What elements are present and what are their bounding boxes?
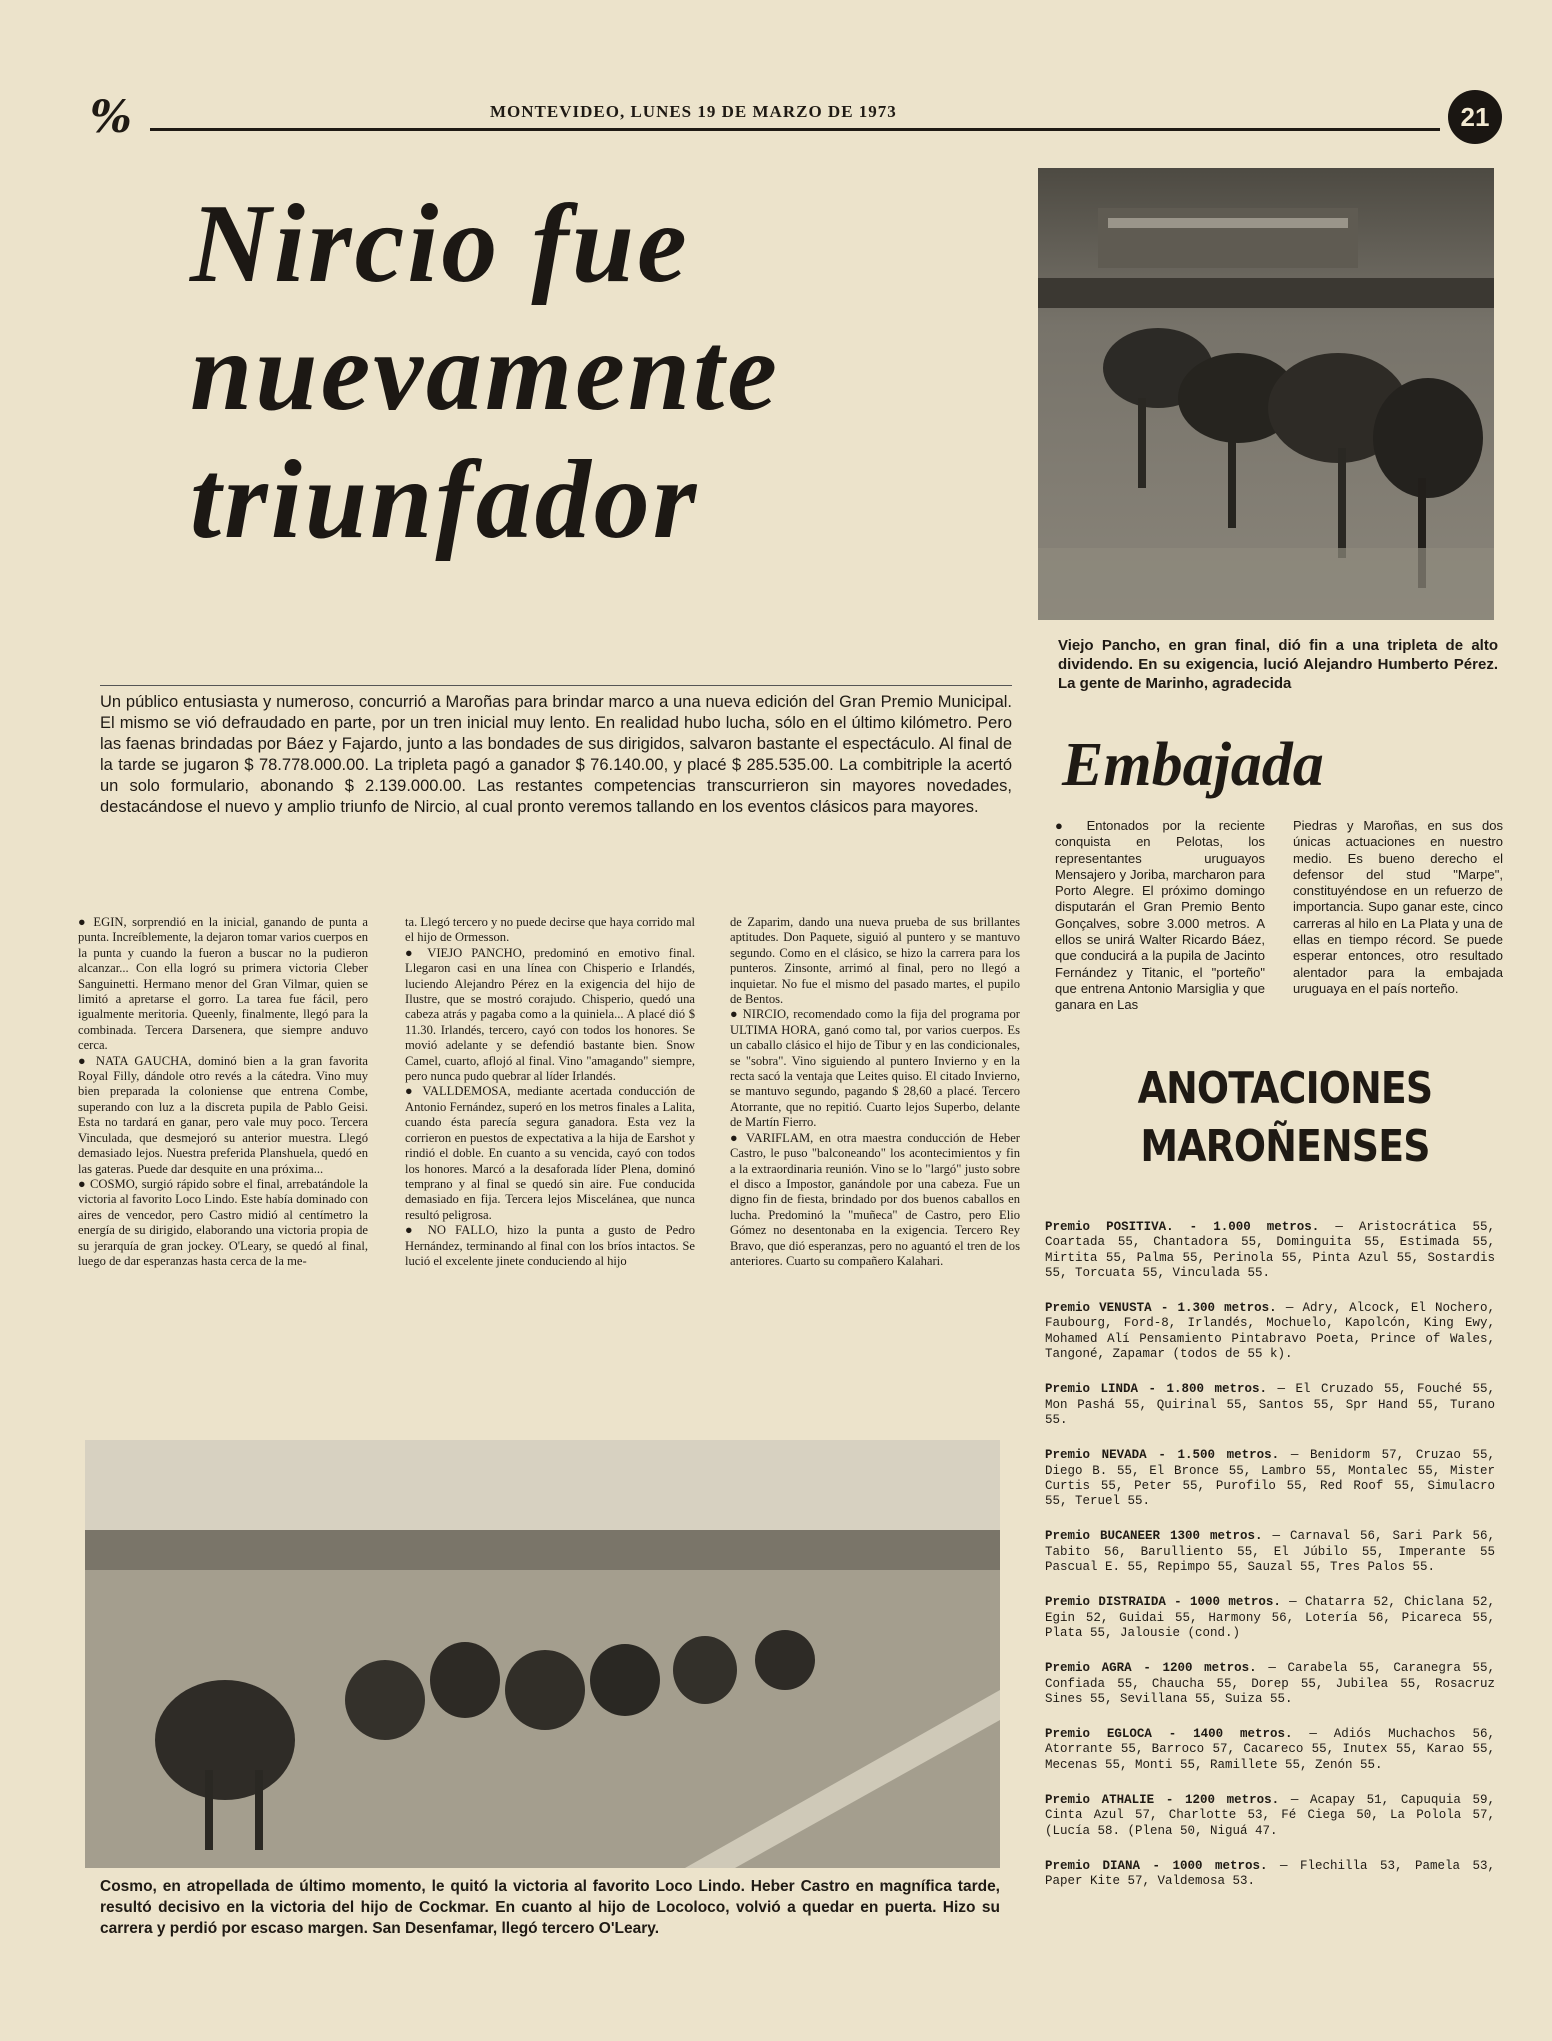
headline-line-1: Nircio fue <box>190 182 690 306</box>
premio-entrants: — Acapay 51, Capuquia 59, Cinta Azul 57, Charlotte 53, Fé Ciega 50, La Polola 57, (Lucía 58. (Plena 50, Niguá 47. <box>1045 1793 1495 1838</box>
horse-race-photo-bottom <box>85 1440 1000 1868</box>
headline-line-3: triunfador <box>190 438 700 562</box>
premio-name: Premio BUCANEER 1300 metros. <box>1045 1529 1263 1544</box>
page-header <box>90 92 1510 144</box>
lead-paragraph: Un público entusiasta y numeroso, concurrió a Maroñas para brindar marco a una nueva edición del Gran Premio Municipal. El mismo se vió defraudado en parte, por un tren inicial muy lento. En realidad hubo lucha, sólo en el último kilómetro. Pero las faenas brindadas por Báez y Fajardo, junto a las bondades de sus dirigidos, salvaron bastante el espectáculo. Al final de la tarde se jugaron $ 78.778.000.00. La tripleta pagó a ganador $ 76.140.00, y placé $ 285.535.00. La combitriple la acertó un solo formulario, abonando $ 2.139.000.00. Las restantes competencias transcurrieron sin mayores novedades, destacándose el nuevo y amplio triunfo de Nircio, al cual pronto veremos tallando en los eventos clásicos para mayores. <box>100 685 1012 818</box>
embajada-column-2: Piedras y Maroñas, en sus dos únicas actuaciones en nuestro medio. Es bueno derecho el defensor del stud "Marpe", constituyéndose en un refuerzo de importancia. Supo ganar este, cinco carreras al hilo en La Plata y una de ellas en tiempo récord. Se puede esperar entonces, otro resultado alentador para la embajada uruguaya en el país norteño. <box>1293 818 1503 996</box>
premio-entrants: — El Cruzado 55, Fouché 55, Mon Pashá 55, Quirinal 55, Santos 55, Spr Hand 55, Turano 55. <box>1045 1382 1495 1427</box>
premio-name: Premio VENUSTA - 1.300 metros. <box>1045 1301 1277 1316</box>
embajada-column-1: ● Entonados por la reciente conquista en Pelotas, los representantes uruguayos Mensajero y Joriba, marcharon para Porto Alegre. El próximo domingo disputarán el Gran Premio Bento Gonçalves, sobre 3.000 metros. A ellos se unirá Walter Ricardo Báez, que conducirá a la pupila de Jacinto Fernández y Titanic, el "porteño" que entrena Antonio Marsiglia y que ganara en Las <box>1055 818 1265 1013</box>
column-paragraph: ta. Llegó tercero y no puede decirse que haya corrido mal el hijo de Ormesson. <box>405 915 695 945</box>
anotaciones-title <box>1109 1060 1462 1176</box>
premio-entrants: — Adry, Alcock, El Nochero, Faubourg, Ford-8, Irlandés, Mochuelo, Kapolcón, King Ewy, Mohamed Alí Pensamiento Pintabravo Poeta, Prince of Wales, Tangoné, Zapamar (todos de 55 k). <box>1045 1301 1495 1362</box>
article-column-1 <box>78 915 368 1269</box>
premio-name: Premio POSITIVA. - 1.000 metros. <box>1045 1220 1320 1234</box>
premio-entry <box>1045 1727 1495 1773</box>
embajada-title: Embajada <box>1062 731 1324 799</box>
column-paragraph: ● NO FALLO, hizo la punta a gusto de Pedro Hernández, terminando al final con los bríos intactos. Se lució el excelente jinete conduciendo al hijo <box>405 1223 695 1268</box>
photo-top-caption: Viejo Pancho, en gran final, dió fin a una tripleta de alto dividendo. En su exigencia, lució Alejandro Humberto Pérez. La gente de Marinho, agradecida <box>1058 637 1498 692</box>
column-paragraph: ● EGIN, sorprendió en la inicial, ganando de punta a punta. Increíblemente, la dejaron tomar varios cuerpos en la punta y cuando la fueron a buscar no la pudieron alcanzar... Con ella logró su primera victoria Cleber Sanguinetti. Hermano menor del Gran Vilmar, quien se limitó a apretarse el gorro. La tarea fue fácil, pero igualmente meritoria. Queenly, finalmente, llegó para la combinada. Tercera Darsenera, que siempre anduvo cerca. <box>78 915 368 1053</box>
premio-entry <box>1045 1661 1495 1707</box>
premio-name: Premio DISTRAIDA - 1000 metros. <box>1045 1595 1281 1610</box>
premio-entrants: — Flechilla 53, Pamela 53, Paper Kite 57, Valdemosa 53. <box>1045 1858 1495 1889</box>
premio-name: Premio AGRA - 1200 metros. <box>1045 1661 1257 1676</box>
headline <box>190 180 950 564</box>
column-paragraph: ● VIEJO PANCHO, predominó en emotivo final. Llegaron casi en una línea con Chisperio e Irlandés, luciendo Alejandro Pérez en la exigencia del hijo de Ilustre, que se mostró corajudo. Chisperio, quedó una cabeza atrás y pagaba como a la quiniela... A placé dió $ 11.30. Irlandés, tercero, cayó con todos los honores. Se movió adelante y se defendió bastante bien. Snow Camel, cuarto, aflojó al final. Vino "amagando" siempre, pero nunca pudo quebrar al líder Irlandés. <box>405 945 695 1084</box>
article-column-2 <box>405 915 695 1269</box>
photo-bottom-caption: Cosmo, en atropellada de último momento, le quitó la victoria al favorito Loco Lindo. Heber Castro en magnífica tarde, resultó decisivo en la victoria del hijo de Cockmar. En cuanto al hijo de Locoloco, volvió a quedar en puerta. Hizo su carrera y perdió por escaso margen. San Desenfamar, llegó tercero O'Leary. <box>100 1878 1000 1937</box>
premio-name: Premio NEVADA - 1.500 metros. <box>1045 1448 1280 1463</box>
premio-entry <box>1045 1859 1495 1890</box>
premio-entrants: — Aristocrática 55, Coartada 55, Chantadora 55, Dominguita 55, Estimada 55, Mirtita 55, Palma 55, Perinola 55, Pinta Azul 55, Sostardis 55, Torcuata 55, Vinculada 55. <box>1045 1220 1495 1280</box>
headline-line-2: nuevamente <box>190 310 780 434</box>
anotaciones-title-line-2: MAROÑENSES <box>1140 1121 1430 1172</box>
premio-name: Premio DIANA - 1000 metros. <box>1045 1858 1268 1873</box>
column-paragraph: ● COSMO, surgió rápido sobre el final, arrebatándole la victoria al favorito Loco Lindo. Este había dominado con aires de vencedor, pero Castro midió al centímetro la energía de su dirigido, elaborando una victoria propia de su jerarquía de gran jockey. O'Leary, se quedó al final, luego de dar esperanzas hasta cerca de la me- <box>78 1176 368 1268</box>
premio-entry <box>1045 1220 1495 1281</box>
premio-entry <box>1045 1793 1495 1839</box>
newspaper-logo: % <box>90 92 126 143</box>
column-paragraph: ● NIRCIO, recomendado como la fija del programa por ULTIMA HORA, ganó como tal, por varios cuerpos. Es un caballo clásico el hijo de Tibur y en las condicionales, se "sobra". Vino siguiendo al puntero Invierno y en la recta sacó la ventaja que Leites quiso. El citado Invierno, se mantuvo segundo, pagando $ 28,60 a placé. Tercero Atorrante, que no repitió. Cuarto lejos Superbo, delante de Martín Fierro. <box>730 1007 1020 1130</box>
premio-name: Premio LINDA - 1.800 metros. <box>1045 1382 1267 1397</box>
race-photo-image <box>85 1440 1000 1868</box>
premio-name: Premio EGLOCA - 1400 metros. <box>1045 1727 1293 1742</box>
page-number: 21 <box>1448 90 1502 144</box>
premio-name: Premio ATHALIE - 1200 metros. <box>1045 1793 1280 1808</box>
premio-entrants: — Carnaval 56, Sari Park 56, Tabito 56, Barulliento 55, El Júbilo 55, Imperante 55 Pascual E. 55, Repimpo 55, Sauzal 55, Tres Palos 55. <box>1045 1529 1495 1575</box>
premio-entry <box>1045 1529 1495 1575</box>
premio-entrants: — Benidorm 57, Cruzao 55, Diego B. 55, El Bronce 55, Lambro 55, Montalec 55, Mister Curtis 55, Peter 55, Purofilo 55, Red Roof 55, Simulacro 55, Teruel 55. <box>1045 1448 1495 1509</box>
premio-entrants: — Carabela 55, Caranegra 55, Confiada 55, Chaucha 55, Dorep 55, Jubilea 55, Rosacruz Sines 55, Sevillana 55, Suiza 55. <box>1045 1661 1495 1706</box>
column-paragraph: ● VARIFLAM, en otra maestra conducción de Heber Castro, le puso "balconeando" los acontecimientos y fin a la extraordinaria reunión. Vino se lo "largó" justo sobre el disco a Impostor, ganándole por una cabeza. Fue un digno fin de fiesta, brindado por dos buenos caballos en lucha. Predominó la "muñeca" de Castro, pero Elio Gómez no desentonaba en la exigencia. Tercero Rey Bravo, que dió esperanzas, pero no aguantó el tren de los anteriores. Cuarto su compañero Kalahari. <box>730 1130 1020 1268</box>
premio-entry <box>1045 1301 1495 1362</box>
header-rule <box>150 128 1440 131</box>
premios-list <box>1045 1220 1495 1910</box>
anotaciones-title-line-1: ANOTACIONES <box>1137 1063 1433 1114</box>
horse-race-photo-top <box>1038 168 1494 620</box>
premio-entry <box>1045 1595 1495 1641</box>
article-column-3 <box>730 915 1020 1269</box>
premio-entry <box>1045 1382 1495 1428</box>
column-paragraph: ● VALLDEMOSA, mediante acertada conducción de Antonio Fernández, superó en los metros finales a Lalita, cuando ésta parecía segura ganadora. Esta vez la corrieron en puestos de expectativa a la hija de Earshot y rindió el doble. En cuanto a su vencida, cayó con todos los honores. Marcó a la desaforada líder Plena, dominó temprano y al final se quedó sin aire. Fue conducida demasiado en fija. Tercera lejos Miscelánea, que nunca resultó peligrosa. <box>405 1084 695 1222</box>
column-paragraph: de Zaparim, dando una nueva prueba de sus brillantes aptitudes. Don Paquete, siguió al puntero y se mantuvo segundo. Como en el clásico, se hizo la carrera para los punteros. Zinsonte, arrimó al final, pero no llegó a inquietar. No fue el mismo del pasado martes, el pupilo de Bentos. <box>730 915 1020 1007</box>
premio-entrants: — Chatarra 52, Chiclana 52, Egin 52, Guidai 55, Harmony 56, Lotería 56, Picareca 55, Plata 55, Jalousie (cond.) <box>1045 1595 1495 1640</box>
premio-entry <box>1045 1448 1495 1509</box>
premio-entrants: — Adiós Muchachos 56, Atorrante 55, Barroco 57, Cacareco 55, Inutex 55, Karao 55, Mecenas 55, Monti 55, Ramillete 55, Zenón 55. <box>1045 1727 1495 1772</box>
dateline: MONTEVIDEO, LUNES 19 DE MARZO DE 1973 <box>490 102 897 121</box>
race-photo-image <box>1038 168 1494 620</box>
column-paragraph: ● NATA GAUCHA, dominó bien a la gran favorita Royal Filly, dándole otro revés a la cátedra. Vino muy bien preparada la coloniense que entrena Combe, superando con luz a la discreta pupila de Pablo Geisi. Esta no tardará en ganar, pero vale muy poco. Tercera Vinculada, que desmejoró su anterior muestra. Llegó demasiado lejos. Nuestra preferida Planshuela, quedó en las gateras. Puede dar desquite en una próxima... <box>78 1053 368 1176</box>
